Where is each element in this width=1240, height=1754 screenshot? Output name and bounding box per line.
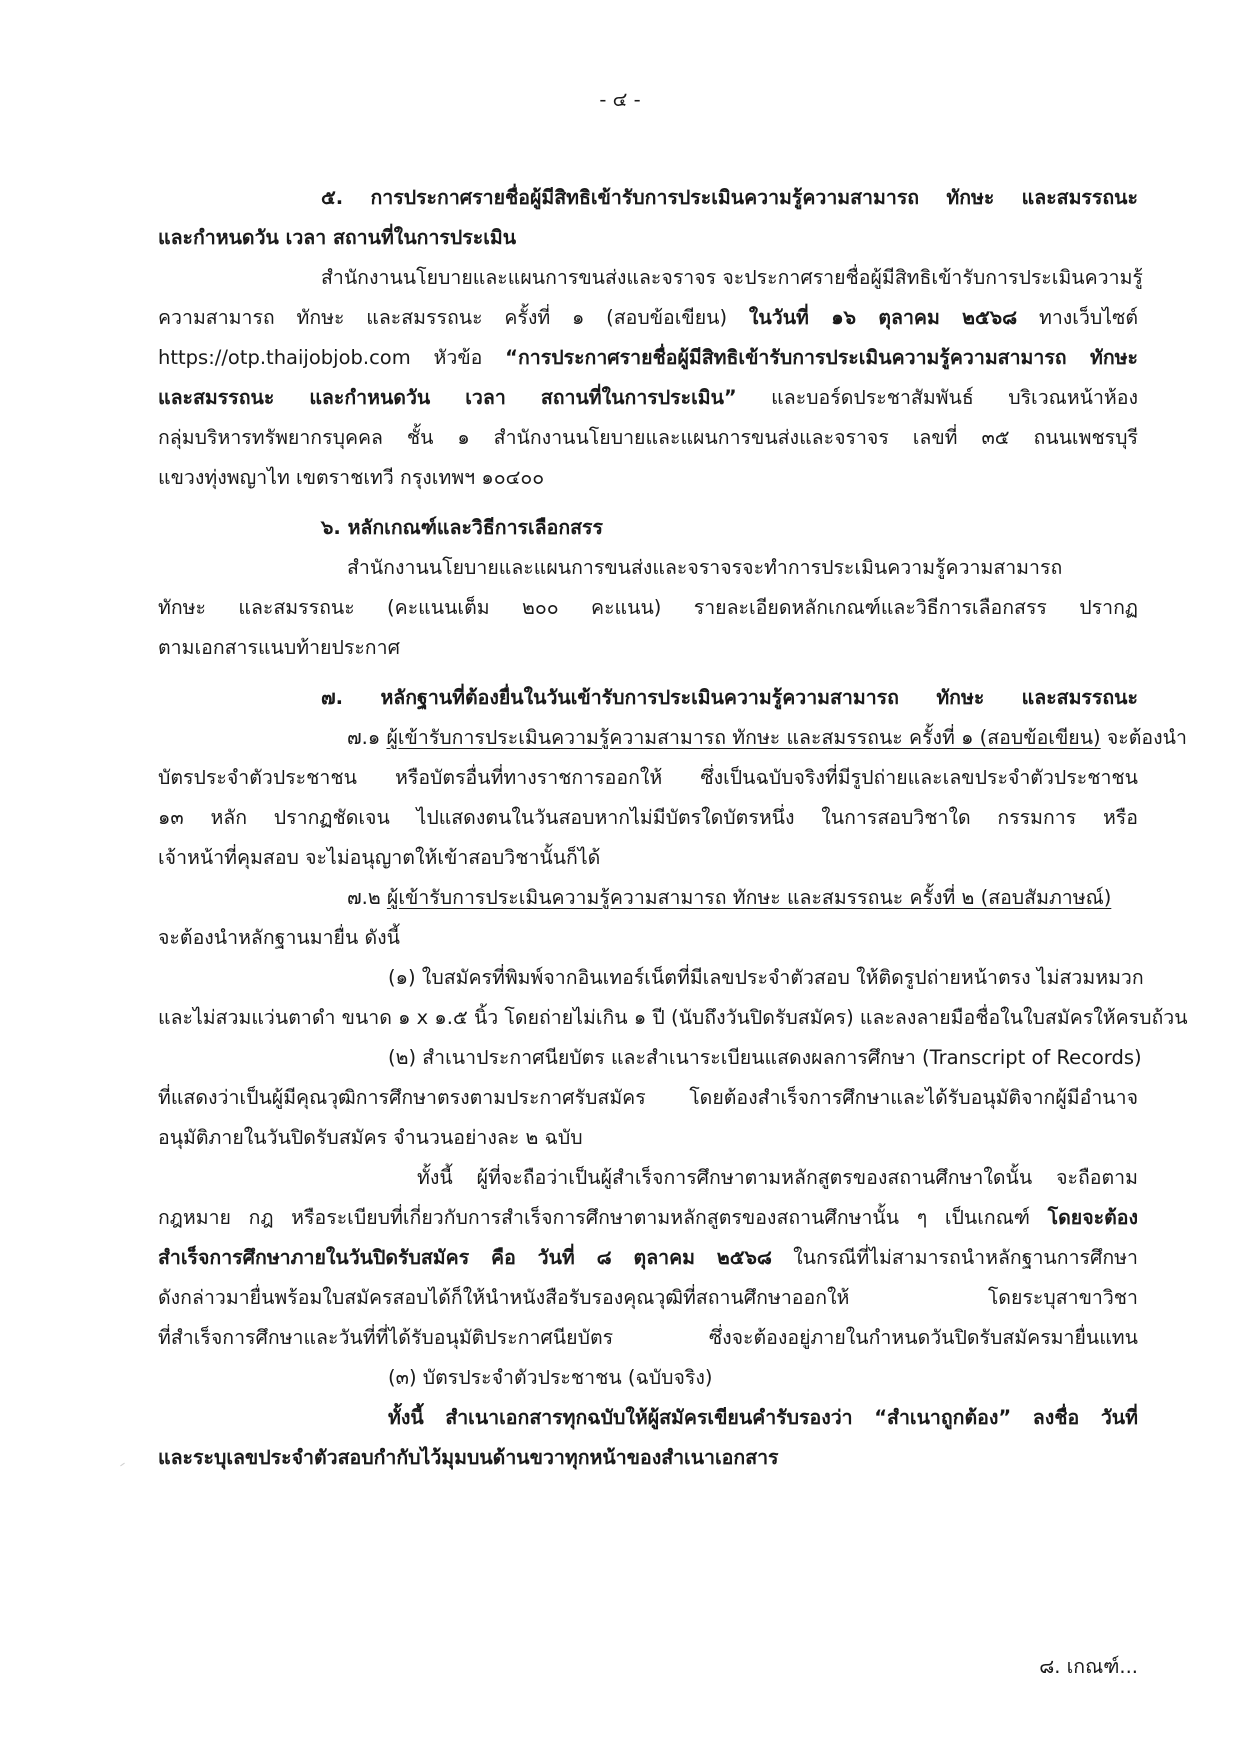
section7-1-line2: บัตรประจำตัวประชาชน หรือบัตรอื่นที่ทางราชการออกให้ ซึ่งเป็นฉบับจริงที่มีรูปถ่ายและเลขประจำตัวประชาชน bbox=[158, 766, 1138, 789]
section5-paragraph-line2: ความสามารถ ทักษะ และสมรรถนะ ครั้งที่ ๑ (สอบข้อเขียน) ในวันที่ ๑๖ ตุลาคม ๒๕๖๘ ทางเว็บไซต์ bbox=[158, 306, 1138, 329]
section5-paragraph-line4: และสมรรถนะ และกำหนดวัน เวลา สถานที่ในการประเมิน” และบอร์ดประชาสัมพันธ์ บริเวณหน้าห้อง bbox=[158, 386, 1138, 409]
section6-paragraph-line2: ทักษะ และสมรรถนะ (คะแนนเต็ม ๒๐๐ คะแนน) รายละเอียดหลักเกณฑ์และวิธีการเลือกสรร ปรากฏ bbox=[158, 596, 1138, 619]
section7-final-line1: ทั้งนี้ สำเนาเอกสารทุกฉบับให้ผู้สมัครเขียนคำรับรองว่า “สำเนาถูกต้อง” ลงชื่อ วันที่ bbox=[388, 1406, 1138, 1429]
section7-2-item3: (๓) บัตรประจำตัวประชาชน (ฉบับจริง) bbox=[388, 1366, 713, 1389]
section7-final-line2: และระบุเลขประจำตัวสอบกำกับไว้มุมบนด้านขวาทุกหน้าของสำเนาเอกสาร bbox=[158, 1446, 779, 1469]
section7-2-item2-line3: อนุมัติภายในวันปิดรับสมัคร จำนวนอย่างละ ๒ ฉบับ bbox=[158, 1126, 583, 1149]
continuation-marker: ๘. เกณฑ์... bbox=[1039, 1655, 1138, 1678]
section7-2-item1-line2: และไม่สวมแว่นตาดำ ขนาด ๑ x ๑.๕ นิ้ว โดยถ่ายไม่เกิน ๑ ปี (นับถึงวันปิดรับสมัคร) และลงลายมือชื่อในใบสมัครให้ครบถ้วน bbox=[158, 1006, 1188, 1029]
section7-heading: ๗. หลักฐานที่ต้องยื่นในวันเข้ารับการประเมินความรู้ความสามารถ ทักษะ และสมรรถนะ bbox=[321, 686, 1138, 709]
section7-1-line3: ๑๓ หลัก ปรากฏชัดเจน ไปแสดงตนในวันสอบหากไม่มีบัตรใดบัตรหนึ่ง ในการสอบวิชาใด กรรมการ หรือ bbox=[158, 806, 1138, 829]
section7-2-item2-line1: (๒) สำเนาประกาศนียบัตร และสำเนาระเบียนแสดงผลการศึกษา (Transcript of Records) bbox=[388, 1046, 1142, 1069]
website-url: https://otp.thaijobjob.com หัวข้อ bbox=[158, 346, 506, 369]
section5-heading-line1: ๕. การประกาศรายชื่อผู้มีสิทธิเข้ารับการประเมินความรู้ความสามารถ ทักษะ และสมรรถนะ bbox=[321, 186, 1138, 209]
section5-paragraph-line5: กลุ่มบริหารทรัพยากรบุคคล ชั้น ๑ สำนักงานนโยบายและแผนการขนส่งและจราจร เลขที่ ๓๕ ถนนเพชรบุรี bbox=[158, 426, 1138, 449]
section7-1-line4: เจ้าหน้าที่คุมสอบ จะไม่อนุญาตให้เข้าสอบวิชานั้นก็ได้ bbox=[158, 846, 601, 869]
section7-1-line1: ๗.๑ ผู้เข้ารับการประเมินความรู้ความสามารถ ทักษะ และสมรรถนะ ครั้งที่ ๑ (สอบข้อเขียน) จะต้องนำ bbox=[347, 726, 1187, 749]
scan-speck bbox=[120, 1463, 125, 1467]
section5-paragraph-line1: สำนักงานนโยบายและแผนการขนส่งและจราจร จะประกาศรายชื่อผู้มีสิทธิเข้ารับการประเมินความรู้ bbox=[321, 266, 1143, 289]
section7-2-note-line4: ดังกล่าวมายื่นพร้อมใบสมัครสอบได้ก็ให้นำหนังสือรับรองคุณวุฒิที่สถานศึกษาออกให้ โดยระบุสาขาวิชา bbox=[158, 1286, 1138, 1309]
section7-2-item2-line2: ที่แสดงว่าเป็นผู้มีคุณวุฒิการศึกษาตรงตามประกาศรับสมัคร โดยต้องสำเร็จการศึกษาและได้รับอนุมัติจากผู้มีอำนาจ bbox=[158, 1086, 1138, 1109]
section6-paragraph-line3: ตามเอกสารแนบท้ายประกาศ bbox=[158, 636, 400, 659]
section7-2-note-line3: สำเร็จการศึกษาภายในวันปิดรับสมัคร คือ วันที่ ๘ ตุลาคม ๒๕๖๘ ในกรณีที่ไม่สามารถนำหลักฐานการศึกษา bbox=[158, 1246, 1138, 1269]
section7-2-item1-line1: (๑) ใบสมัครที่พิมพ์จากอินเทอร์เน็ตที่มีเลขประจำตัวสอบ ให้ติดรูปถ่ายหน้าตรง ไม่สวมหมวก bbox=[388, 966, 1144, 989]
section5-paragraph-line3: https://otp.thaijobjob.com หัวข้อ “การประกาศรายชื่อผู้มีสิทธิเข้ารับการประเมินความรู้ความสามารถ ทักษะ bbox=[158, 346, 1138, 369]
section5-heading-line2: และกำหนดวัน เวลา สถานที่ในการประเมิน bbox=[158, 226, 517, 249]
section6-paragraph-line1: สำนักงานนโยบายและแผนการขนส่งและจราจรจะทำการประเมินความรู้ความสามารถ bbox=[347, 556, 1063, 579]
section7-2-note-line1: ทั้งนี้ ผู้ที่จะถือว่าเป็นผู้สำเร็จการศึกษาตามหลักสูตรของสถานศึกษาใดนั้น จะถือตาม bbox=[417, 1166, 1138, 1189]
section6-heading: ๖. หลักเกณฑ์และวิธีการเลือกสรร bbox=[321, 516, 603, 539]
section7-2-note-line2: กฎหมาย กฎ หรือระเบียบที่เกี่ยวกับการสำเร็จการศึกษาตามหลักสูตรของสถานศึกษานั้น ๆ เป็นเกณฑ์ โดยจะต้อง bbox=[158, 1206, 1138, 1229]
section7-2-note-line5: ที่สำเร็จการศึกษาและวันที่ที่ได้รับอนุมัติประกาศนียบัตร ซึ่งจะต้องอยู่ภายในกำหนดวันปิดรับสมัครมายื่นแทน bbox=[158, 1326, 1138, 1349]
section7-2-line1: ๗.๒ ผู้เข้ารับการประเมินความรู้ความสามารถ ทักษะ และสมรรถนะ ครั้งที่ ๒ (สอบสัมภาษณ์) bbox=[347, 886, 1112, 909]
section7-2-line2: จะต้องนำหลักฐานมายื่น ดังนี้ bbox=[158, 926, 400, 949]
section5-paragraph-line6: แขวงทุ่งพญาไท เขตราชเทวี กรุงเทพฯ ๑๐๔๐๐ bbox=[158, 466, 545, 489]
page-number: - ๔ - bbox=[599, 88, 641, 111]
